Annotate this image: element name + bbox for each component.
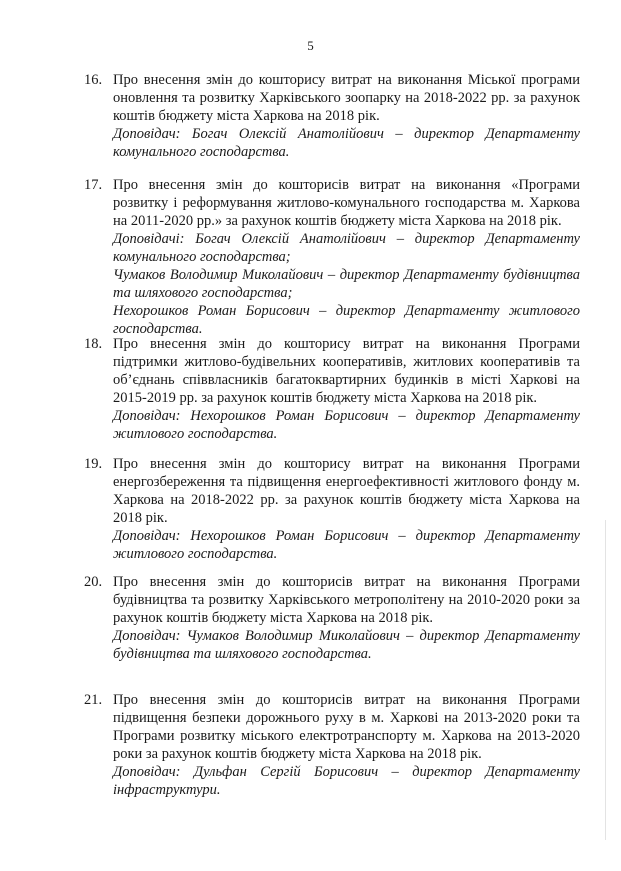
item-speaker: Доповідач: Нехорошков Роман Борисович – директор Департаменту житлового господарства.	[113, 408, 580, 442]
item-speaker: Чумаков Володимир Миколайович – директор Департаменту будівництва та шляхового господарства;	[113, 267, 580, 301]
item-number: 21.	[84, 692, 103, 708]
item-speaker: Доповідач: Богач Олексій Анатолійович – директор Департаменту комунального господарства.	[113, 126, 580, 160]
agenda-item-21	[84, 691, 580, 799]
item-speaker: Нехорошков Роман Борисович – директор Департаменту житлового господарства.	[113, 303, 580, 337]
agenda-item-17	[84, 176, 580, 338]
page-number: 5	[307, 38, 314, 53]
item-number: 20.	[84, 574, 103, 590]
item-speaker: Доповідач: Дульфан Сергій Борисович – директор Департаменту інфраструктури.	[113, 764, 580, 798]
item-number: 19.	[84, 456, 103, 472]
item-title: Про внесення змін до кошторисів витрат на виконання Програми будівництва та розвитку Харківського метрополітену на 2010-2020 роки за рахунок коштів бюджету міста Харкова на 2018 рік.	[113, 574, 580, 626]
item-speaker: Доповідач: Чумаков Володимир Миколайович – директор Департаменту будівництва та шляхового господарства.	[113, 628, 580, 662]
item-speaker: Доповідачі: Богач Олексій Анатолійович – директор Департаменту комунального господарства;	[113, 231, 580, 265]
item-title: Про внесення змін до кошторису витрат на виконання Міської програми оновлення та розвитку Харківського зоопарку на 2018-2022 рр. за рахунок коштів бюджету міста Харкова на 2018 рік.	[113, 72, 580, 124]
item-number: 17.	[84, 177, 103, 193]
agenda-item-19	[84, 455, 580, 563]
item-number: 18.	[84, 336, 103, 352]
item-title: Про внесення змін до кошторисів витрат на виконання Програми підвищення безпеки дорожнього руху в м. Харкові на 2013-2020 роки та Програми розвитку міського електротранспорту м. Харкова на 2013-2020 роки за рахунок коштів бюджету міста Харкова на 2018 рік.	[113, 692, 580, 762]
agenda-item-18	[84, 335, 580, 443]
item-number: 16.	[84, 72, 103, 88]
item-speaker: Доповідач: Нехорошков Роман Борисович – директор Департаменту житлового господарства.	[113, 528, 580, 562]
scan-edge-line	[605, 520, 606, 840]
agenda-item-16	[84, 71, 580, 161]
item-title: Про внесення змін до кошторисів витрат на виконання «Програми розвитку і реформування житлово-комунального господарства м. Харкова на 2011-2020 рр.» за рахунок коштів бюджету міста Харкова на 2018 рік.	[113, 177, 580, 229]
item-title: Про внесення змін до кошторису витрат на виконання Програми енергозбереження та підвищення енергоефективності житлового фонду м. Харкова на 2018-2022 рр. за рахунок коштів бюджету міста Харкова на 2018 рік.	[113, 456, 580, 526]
agenda-item-20	[84, 573, 580, 663]
item-title: Про внесення змін до кошторису витрат на виконання Програми підтримки житлово-будівельних кооперативів, житлових кооперативів та об’єднань співвласників багатоквартирних будинків в місті Харкові на 2015-2019 рр. за рахунок коштів бюджету міста Харкова на 2018 рік.	[113, 336, 580, 406]
